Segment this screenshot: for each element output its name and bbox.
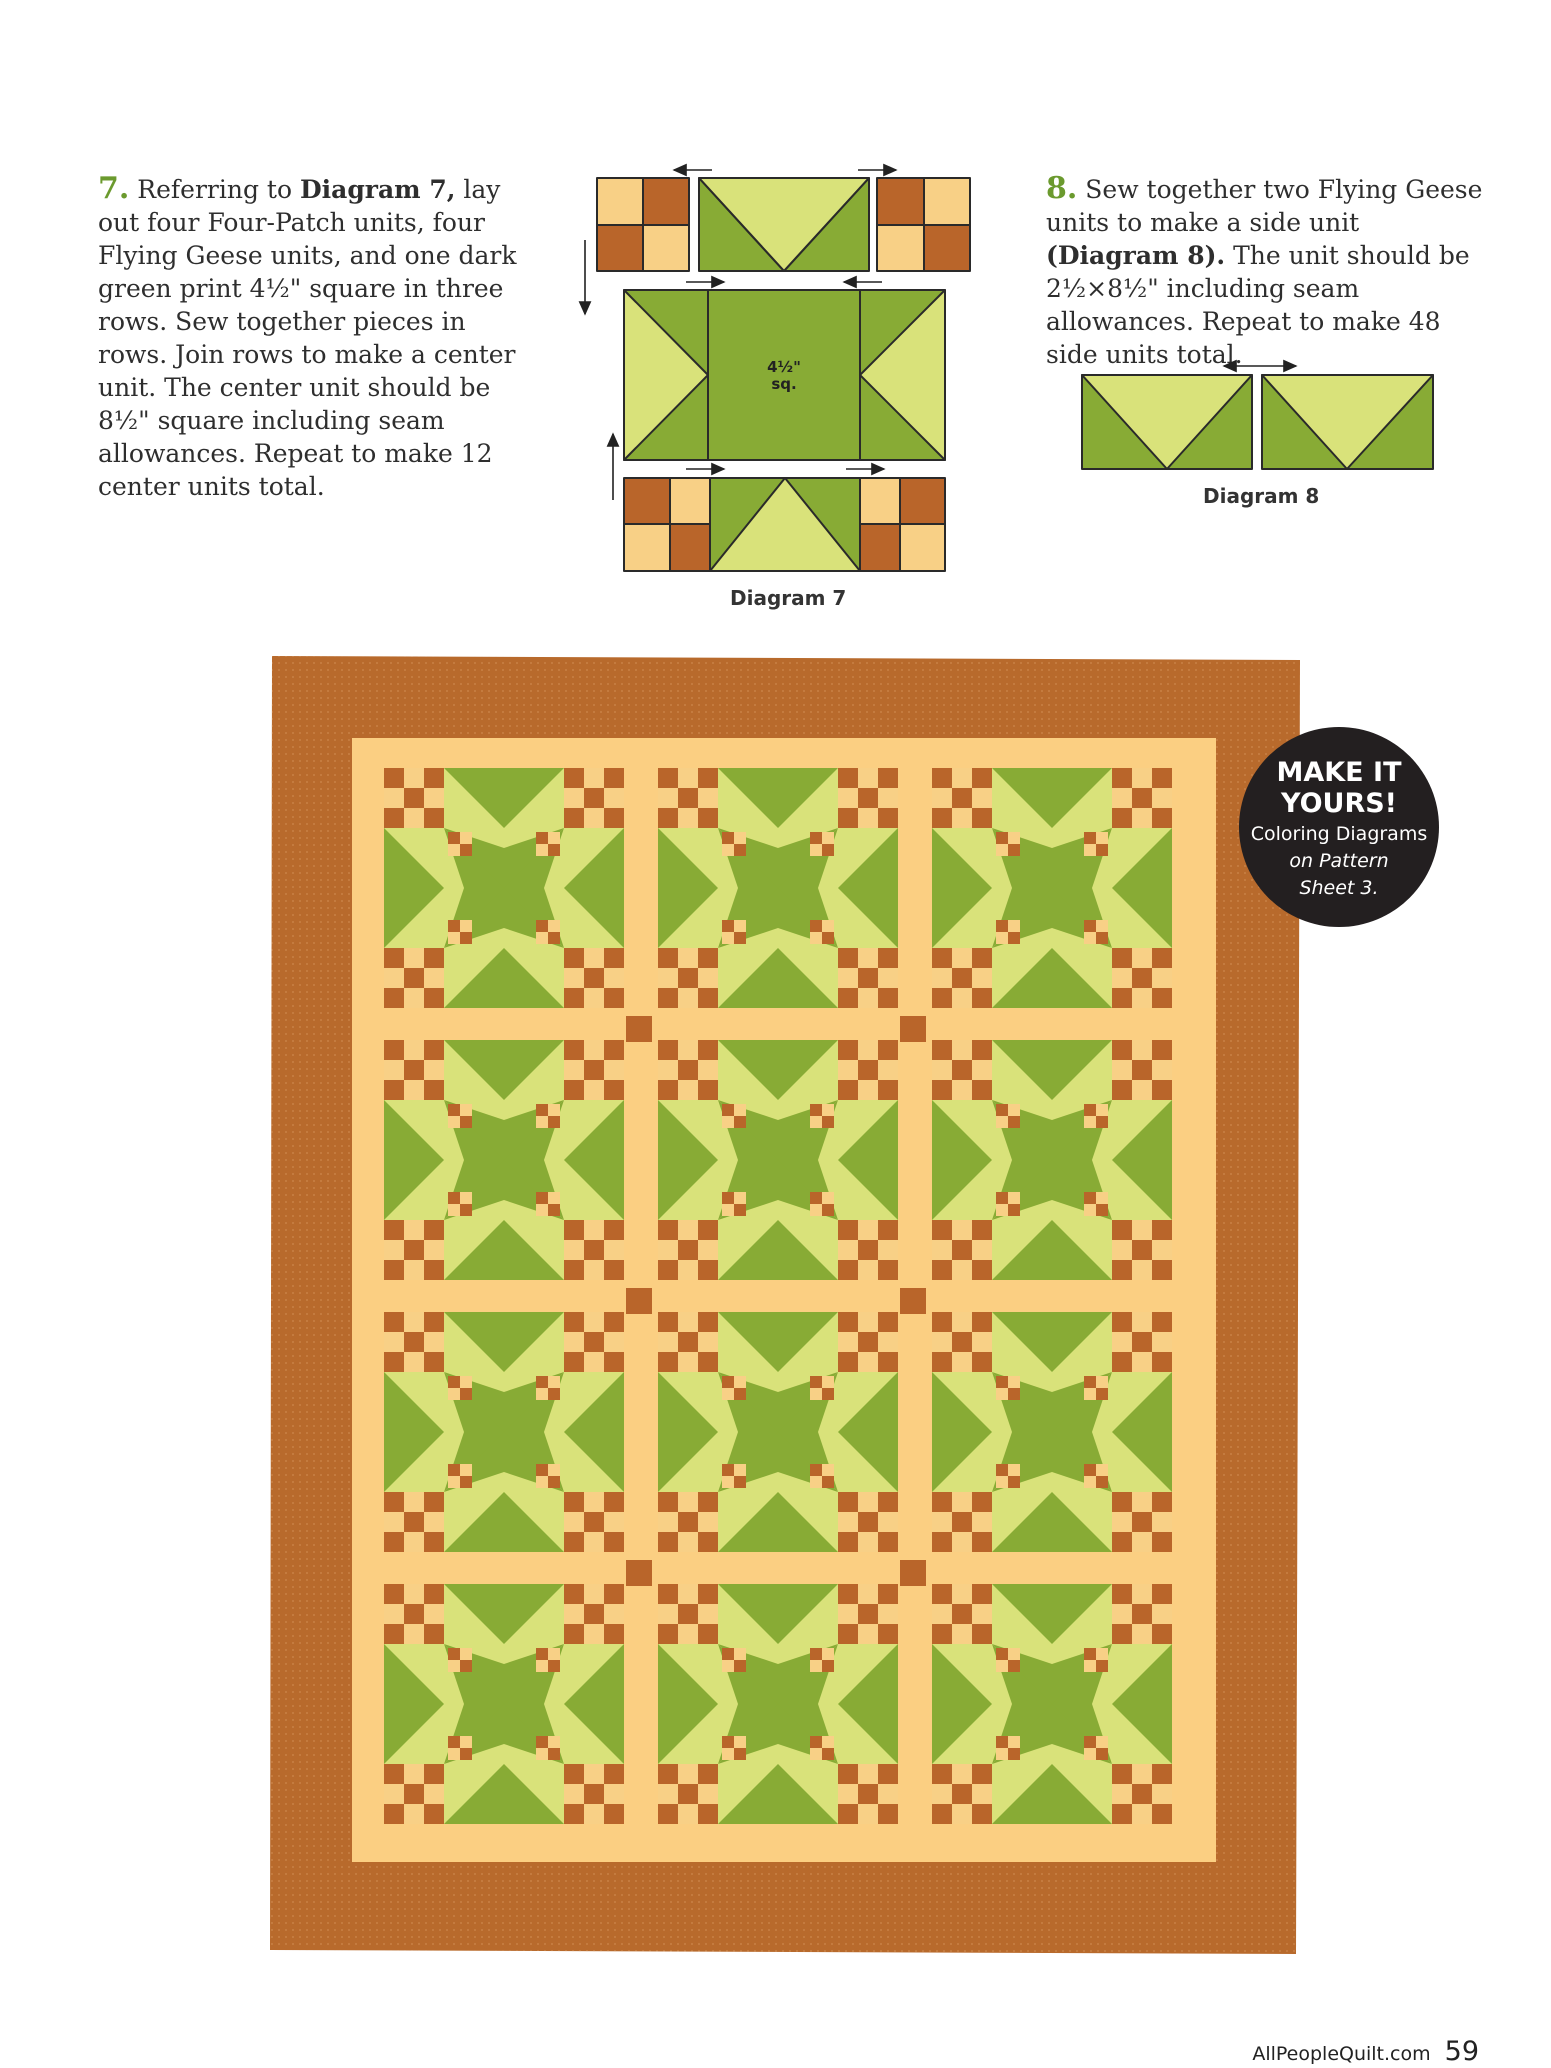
sashing-cornerstone bbox=[626, 1288, 652, 1314]
quilt-block bbox=[384, 1040, 624, 1280]
diagram-7-label: Diagram 7 bbox=[730, 586, 847, 610]
sashing-cornerstone bbox=[626, 1560, 652, 1586]
diagram-8-label: Diagram 8 bbox=[1203, 484, 1320, 508]
quilt-block bbox=[658, 1312, 898, 1552]
center-square-size: 4½" bbox=[767, 358, 801, 376]
step-8-bold: (Diagram 8). bbox=[1046, 241, 1226, 270]
make-it-yours-badge bbox=[1239, 727, 1439, 927]
badge-line-1: MAKE IT bbox=[1276, 757, 1402, 788]
footer-site: AllPeopleQuilt.com bbox=[1252, 2043, 1431, 2065]
diagram-8 bbox=[0, 0, 1551, 500]
quilt-block bbox=[658, 1584, 898, 1824]
flying-goose-right bbox=[1262, 375, 1433, 469]
page-footer bbox=[1252, 2036, 1479, 2067]
quilt-block bbox=[658, 1040, 898, 1280]
sashing-cornerstone bbox=[900, 1016, 926, 1042]
sashing-cornerstone bbox=[900, 1560, 926, 1586]
badge-line-2: YOURS! bbox=[1280, 788, 1397, 819]
quilt-block bbox=[384, 1584, 624, 1824]
badge-line-5: Sheet 3. bbox=[1299, 877, 1379, 899]
quilt-photo bbox=[270, 654, 1302, 1958]
quilt-block bbox=[932, 1312, 1172, 1552]
badge-line-4: on Pattern bbox=[1289, 850, 1389, 872]
sashing-cornerstone bbox=[900, 1288, 926, 1314]
quilt-block bbox=[384, 768, 624, 1008]
center-square-sq: sq. bbox=[771, 375, 797, 393]
quilt-block bbox=[932, 768, 1172, 1008]
step-7-bold: Diagram 7, bbox=[299, 175, 456, 204]
sashing-cornerstone bbox=[626, 1016, 652, 1042]
quilt-block bbox=[658, 768, 898, 1008]
step-8-pre: Sew together two Flying Geese units to make a side unit bbox=[1046, 175, 1483, 237]
page-number: 59 bbox=[1444, 2036, 1479, 2067]
step-7-pre: Referring to bbox=[137, 175, 300, 204]
step-7-number: 7. bbox=[98, 171, 130, 206]
quilt-block bbox=[932, 1040, 1172, 1280]
flying-goose-left bbox=[1082, 375, 1252, 469]
step-7-post: lay out four Four-Patch units, four Flying Geese units, and one dark green print 4½" square in three rows. Sew together pieces in rows. Join rows to make a center unit. The center unit should be 8½" square including seam allowances. Repeat to make 12 center units total. bbox=[98, 175, 517, 501]
step-8-number: 8. bbox=[1046, 171, 1078, 206]
quilt-block bbox=[384, 1312, 624, 1552]
badge-line-3: Coloring Diagrams bbox=[1250, 823, 1428, 845]
step-8-post: The unit should be 2½×8½" including seam allowances. Repeat to make 48 side units total. bbox=[1046, 241, 1470, 369]
quilt-block bbox=[932, 1584, 1172, 1824]
